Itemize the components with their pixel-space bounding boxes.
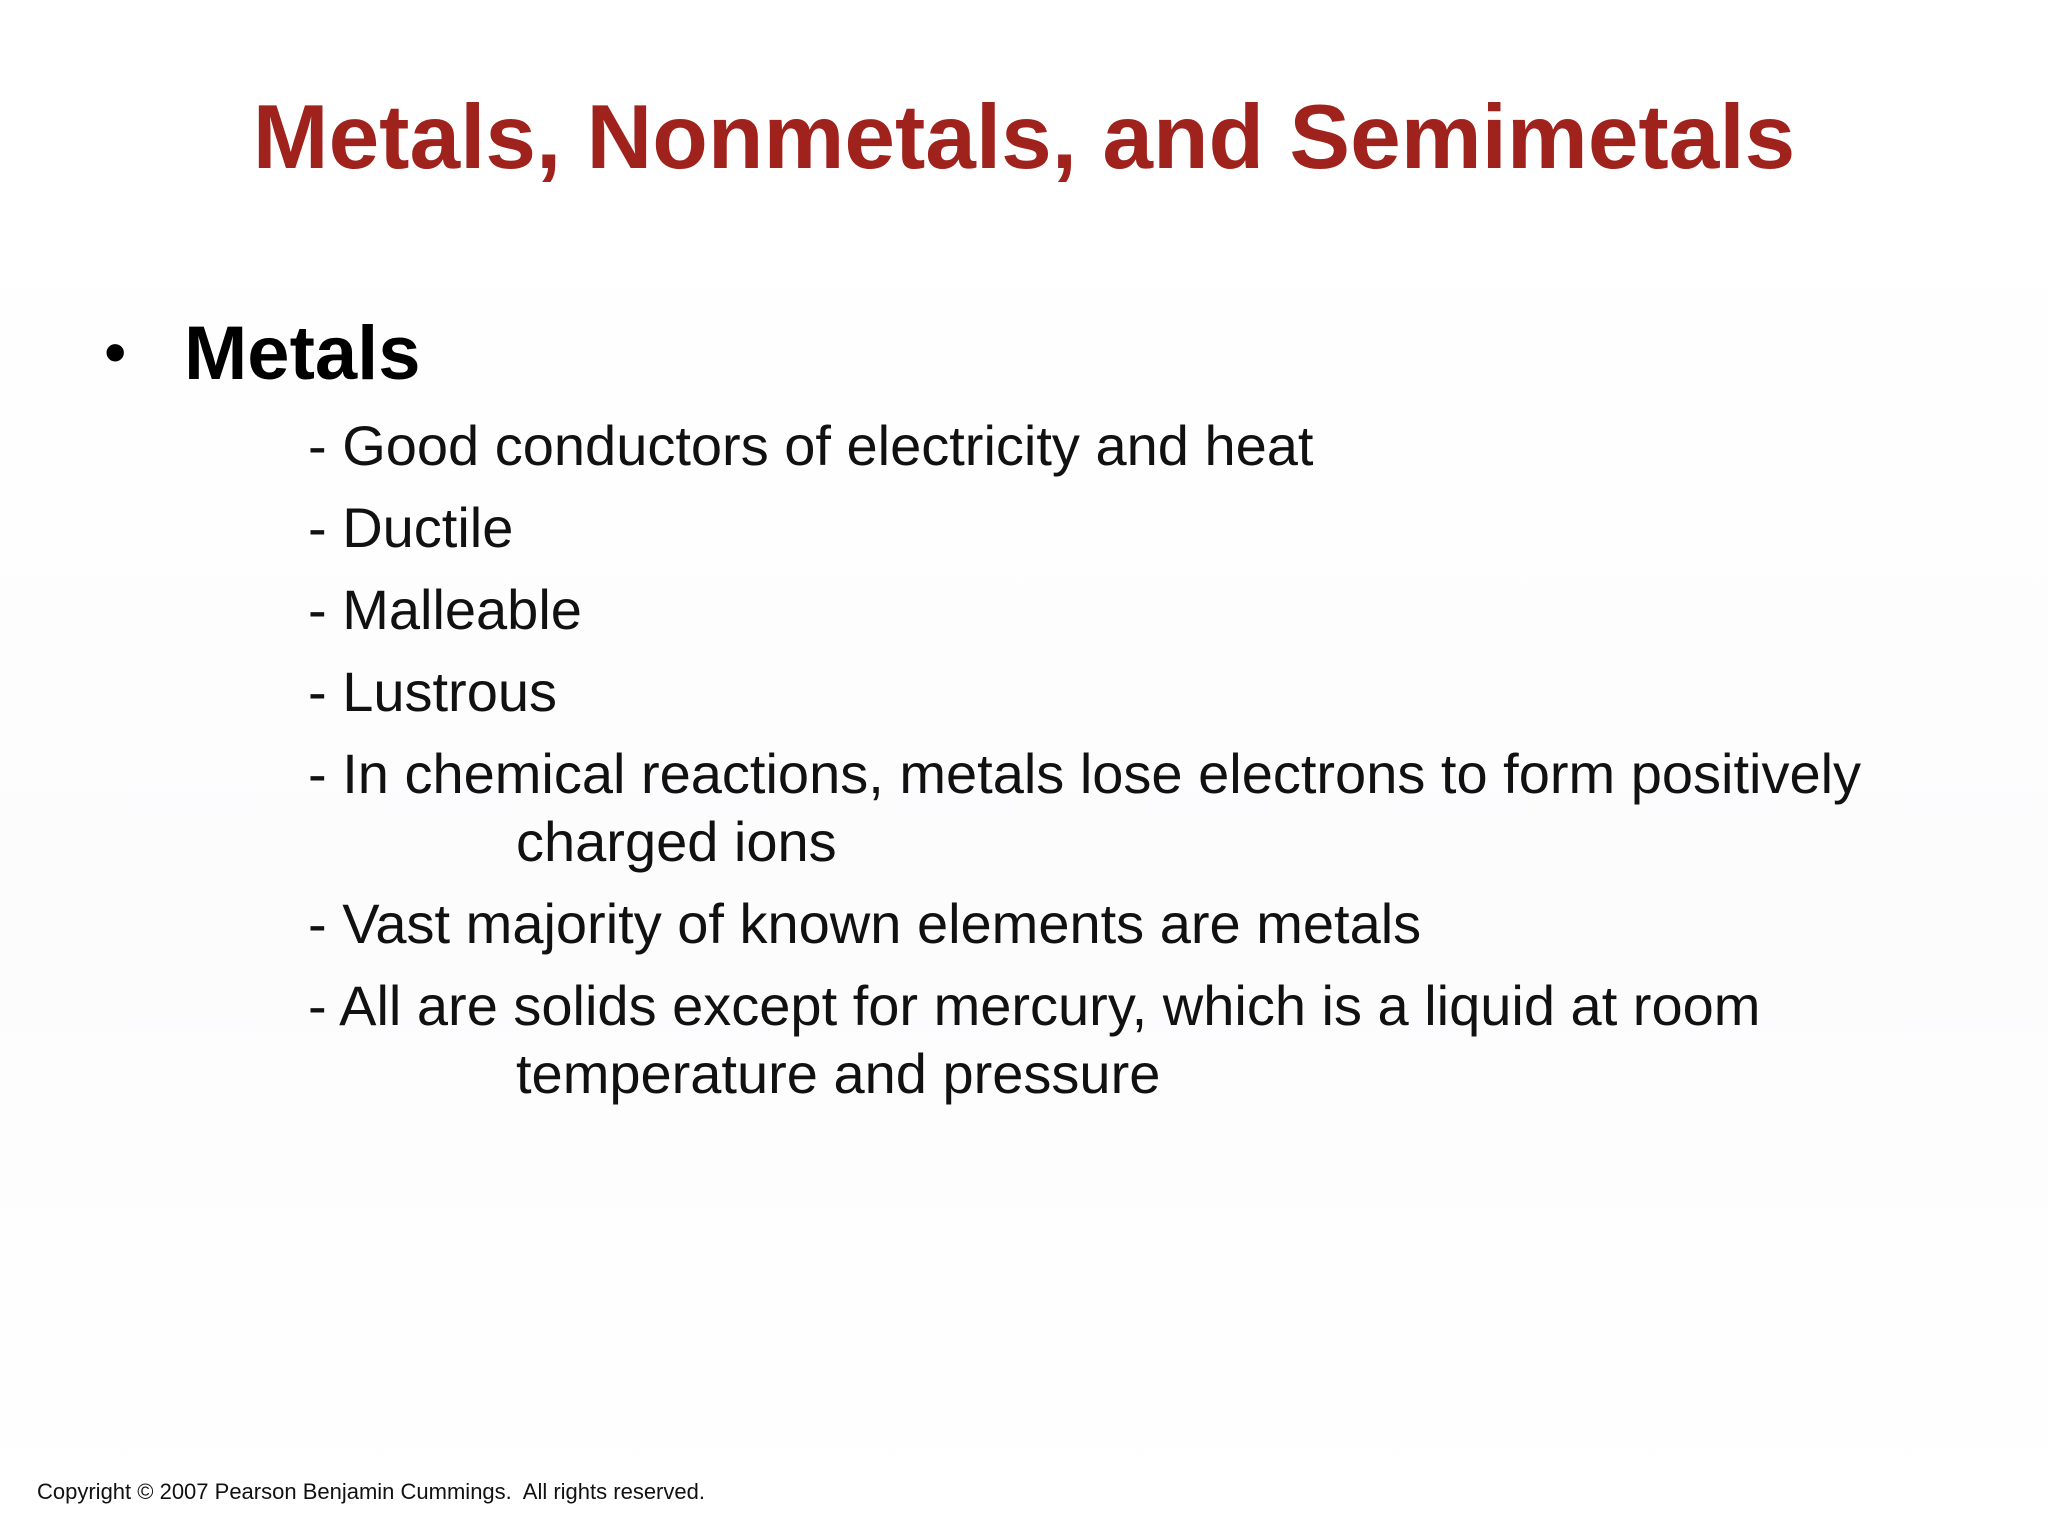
list-item — [308, 494, 2028, 562]
list-item — [308, 412, 2028, 480]
list-item-continuation: temperature and pressure — [516, 1042, 1161, 1105]
list-item — [308, 658, 2028, 726]
list-item — [308, 576, 2028, 644]
sub-list — [308, 412, 2028, 1122]
list-item — [308, 740, 2028, 876]
list-item-text: - Malleable — [308, 578, 582, 641]
list-item-text: - All are solids except for mercury, which is a liquid at room — [308, 974, 1761, 1037]
list-item — [308, 890, 2028, 958]
list-item-text: - Good conductors of electricity and heat — [308, 414, 1314, 477]
bullet-icon: • — [104, 316, 127, 388]
bullet-heading: Metals — [184, 311, 421, 396]
slide-title: Metals, Nonmetals, and Semimetals — [252, 87, 1796, 188]
list-item-continuation: charged ions — [516, 810, 837, 873]
list-item-text: - Ductile — [308, 496, 514, 559]
list-item-text: - Lustrous — [308, 660, 557, 723]
list-item — [308, 972, 2028, 1108]
list-item-text: - Vast majority of known elements are metals — [308, 892, 1422, 955]
list-item-text: - In chemical reactions, metals lose electrons to form positively — [308, 742, 1862, 805]
copyright-footer: Copyright © 2007 Pearson Benjamin Cummings. All rights reserved. — [37, 1479, 705, 1504]
